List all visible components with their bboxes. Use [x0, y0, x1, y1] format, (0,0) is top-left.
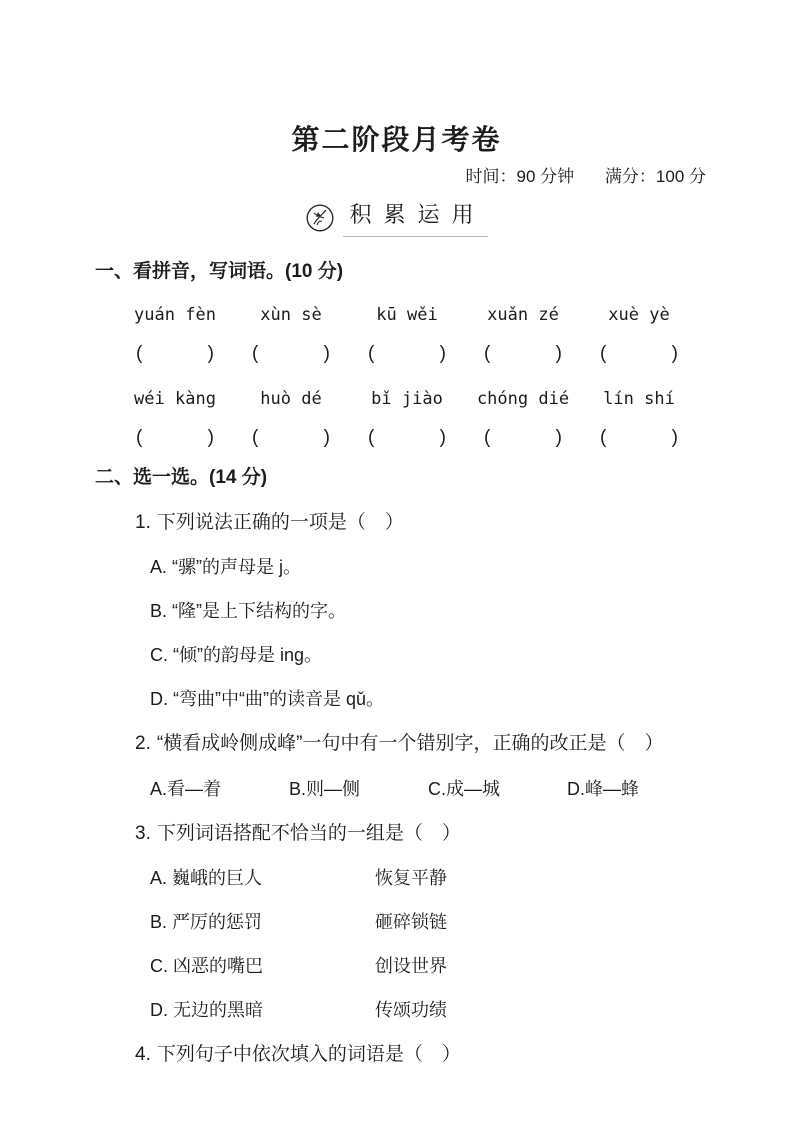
question-2 [135, 731, 706, 757]
exam-meta [0, 166, 793, 188]
paren-close: ) [555, 343, 562, 364]
time-label: 时间：90 分钟 [465, 167, 575, 186]
paren-close: ) [207, 427, 214, 448]
score-label: 满分：100 分 [604, 167, 706, 186]
pinyin-word: wéi kàng [134, 389, 216, 409]
paren-close: ) [439, 343, 446, 364]
q3-option-b [150, 909, 706, 935]
q1-option-b: B. “隆”是上下结构的字。 [150, 601, 346, 621]
question-3 [135, 821, 706, 847]
paren-close: ) [207, 343, 214, 364]
pinyin-word: huò dé [260, 389, 322, 409]
paren-close: ) [555, 427, 562, 448]
q2-option-b: B.则—侧 [289, 779, 361, 799]
pair-left: C. 凶恶的嘴巴 [150, 956, 264, 976]
question-1 [135, 510, 706, 536]
q2-option-d: D.峰—蜂 [567, 779, 639, 799]
pinyin-column [587, 387, 691, 451]
paren-open: ( [252, 427, 259, 448]
pair-left: B. 严厉的惩罚 [150, 912, 263, 932]
pinyin-word: xùn sè [260, 305, 322, 325]
pair-right: 创设世界 [375, 956, 447, 976]
pinyin-word: bǐ jiào [371, 389, 443, 409]
pinyin-column [123, 387, 227, 451]
paren-open: ( [600, 343, 607, 364]
answer-blank [600, 425, 678, 451]
pinyin-word: kū wěi [376, 305, 438, 325]
pair-right: 砸碎锁链 [375, 912, 447, 932]
answer-blank [484, 425, 562, 451]
question-number: 4. [135, 1044, 151, 1065]
q1-option-d: D. “弯曲”中“曲”的读音是 qǔ。 [150, 689, 384, 709]
q3-option-d [150, 997, 706, 1023]
answer-blank [368, 341, 446, 367]
paren-close: ) [323, 343, 330, 364]
paren-open: ( [136, 427, 143, 448]
paren-close: ) [671, 427, 678, 448]
section1-heading: 一、看拼音，写词语。(10 分) [95, 261, 344, 282]
pinyin-row-1 [123, 303, 691, 367]
paren-open: ( [252, 343, 259, 364]
section2-heading: 二、选一选。(14 分) [95, 467, 268, 488]
q3-option-a [150, 865, 706, 891]
pair-left: A. 巍峨的巨人 [150, 868, 263, 888]
paren-open: ( [484, 343, 491, 364]
q1-option-a: A. “骡”的声母是 j。 [150, 557, 301, 577]
pinyin-column [355, 303, 459, 367]
question-text: 下列句子中依次填入的词语是（ ） [156, 1044, 461, 1065]
question-number: 1. [135, 512, 151, 533]
answer-blank [368, 425, 446, 451]
pair-right: 恢复平静 [375, 868, 447, 888]
q3-option-c [150, 953, 706, 979]
answer-blank [252, 341, 330, 367]
page-title: 第二阶段月考卷 [291, 124, 502, 155]
pair-right: 传颂功绩 [375, 1000, 447, 1020]
pair-left: D. 无边的黑暗 [150, 1000, 264, 1020]
section-banner [0, 198, 793, 237]
q1-option-c: C. “倾”的韵母是 ing。 [150, 645, 323, 665]
paren-open: ( [368, 343, 375, 364]
answer-blank [136, 341, 214, 367]
stamp-icon [305, 203, 335, 233]
paper-body [0, 259, 793, 1068]
paren-open: ( [600, 427, 607, 448]
pinyin-column [471, 303, 575, 367]
banner-title: 积累运用 [343, 198, 487, 237]
question-text: 下列词语搭配不恰当的一组是（ ） [156, 823, 461, 844]
question-4 [135, 1042, 706, 1068]
paren-close: ) [439, 427, 446, 448]
question-text: 下列说法正确的一项是（ ） [156, 512, 404, 533]
pinyin-column [355, 387, 459, 451]
answer-blank [484, 341, 562, 367]
pinyin-column [239, 387, 343, 451]
pinyin-word: xuè yè [608, 305, 670, 325]
paren-close: ) [671, 343, 678, 364]
paren-open: ( [368, 427, 375, 448]
pinyin-column [471, 387, 575, 451]
question-number: 3. [135, 823, 151, 844]
pinyin-column [587, 303, 691, 367]
q2-option-a: A.看—着 [150, 779, 222, 799]
question-text: “横看成岭侧成峰”一句中有一个错别字，正确的改正是（ ） [156, 733, 664, 754]
question-number: 2. [135, 733, 151, 754]
pinyin-word: chóng dié [476, 389, 570, 409]
answer-blank [252, 425, 330, 451]
answer-blank [600, 341, 678, 367]
pinyin-column [123, 303, 227, 367]
pinyin-word: yuán fèn [134, 305, 216, 325]
pinyin-column [239, 303, 343, 367]
paren-open: ( [136, 343, 143, 364]
answer-blank [136, 425, 214, 451]
paren-open: ( [484, 427, 491, 448]
pinyin-word: lín shí [603, 389, 675, 409]
pinyin-word: xuǎn zé [487, 305, 559, 325]
pinyin-row-2 [123, 387, 691, 451]
paren-close: ) [323, 427, 330, 448]
q2-option-c: C.成—城 [428, 779, 500, 799]
q2-options-row [150, 776, 706, 802]
